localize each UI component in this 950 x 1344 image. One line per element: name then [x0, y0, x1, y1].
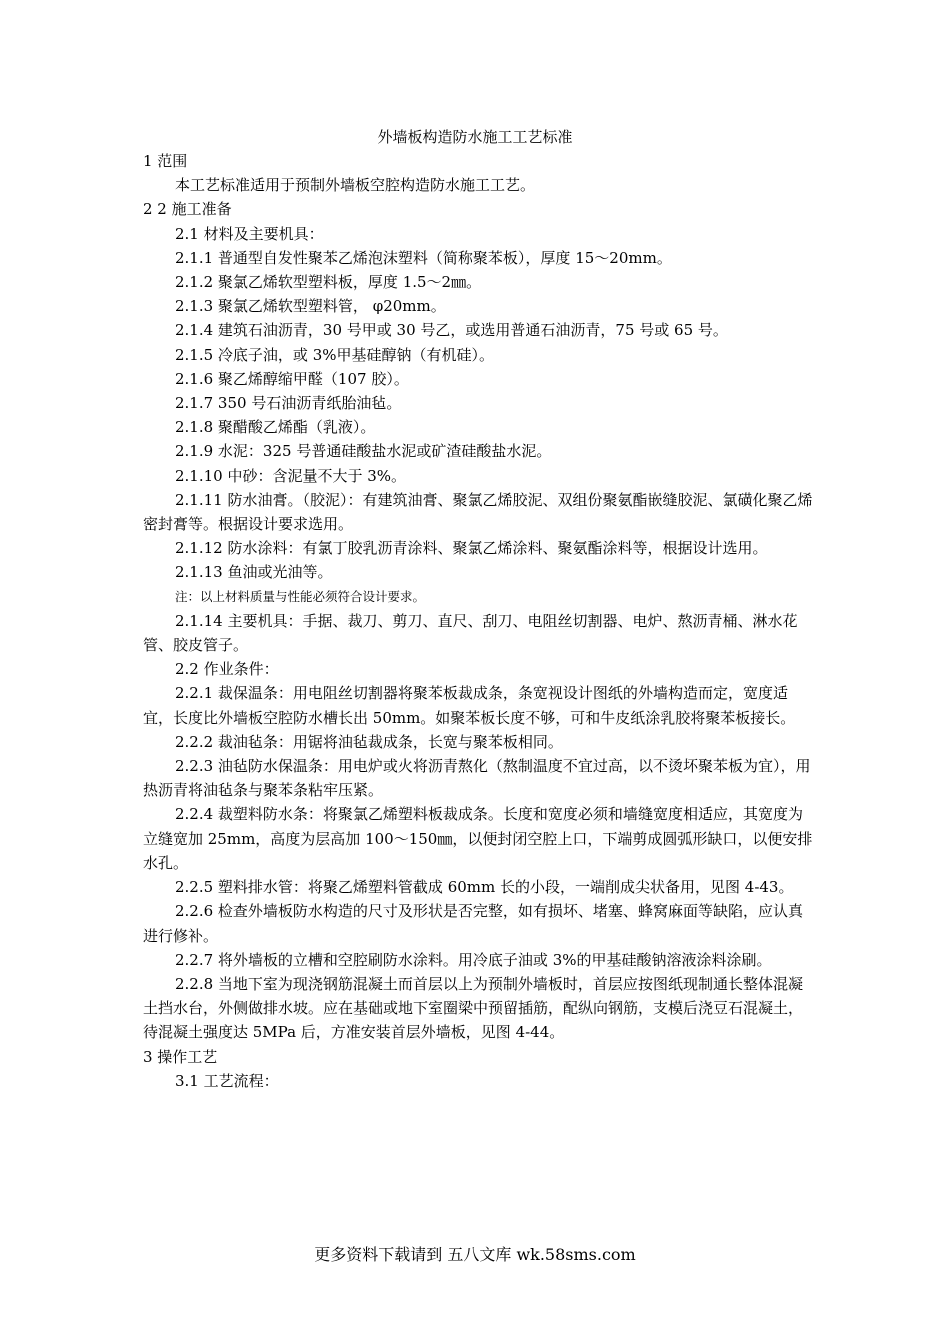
paragraph: 2 2 施工准备: [143, 200, 232, 219]
paragraph: 2.1.7 350 号石油沥青纸胎油毡。: [175, 394, 402, 413]
paragraph: 2.2.4 裁塑料防水条：将聚氯乙烯塑料板裁成条。长度和宽度必须和墙缝宽度相适应，其宽度为立缝宽加 25mm，高度为层高加 100～150㎜，以便封闭空腔上口，下端剪成圆弧形缺口，以便安排水孔。: [143, 805, 813, 872]
paragraph: 2.1.6 聚乙烯醇缩甲醛（107 胶）。: [175, 369, 409, 388]
paragraph: 2.1.14 主要机具：手据、裁刀、剪刀、直尺、刮刀、电阻丝切割器、电炉、熬沥青桶、淋水花管、胶皮管子。: [143, 611, 798, 655]
paragraph: 3 操作工艺: [143, 1047, 218, 1066]
document-body: [143, 149, 813, 1093]
paragraph: 2.2 作业条件：: [175, 660, 279, 679]
paragraph: 2.2.3 油毡防水保温条：用电炉或火将沥青熬化（熬制温度不宜过高，以不烫坏聚苯板为宜），用热沥青将油毡条与聚苯条粘牢压紧。: [143, 757, 811, 800]
paragraph: 2.2.5 塑料排水管：将聚乙烯塑料管截成 60mm 长的小段，一端削成尖状备用，见图 4-43。: [175, 878, 794, 897]
paragraph: 2.1.3 聚氯乙烯软型塑料管， φ20mm。: [175, 297, 446, 316]
paragraph: 2.1.9 水泥：325 号普通硅酸盐水泥或矿渣硅酸盐水泥。: [175, 442, 552, 461]
paragraph: 2.1.5 冷底子油，或 3%甲基硅醇钠（有机硅）。: [175, 345, 495, 364]
footer-text: 更多资料下载请到 五八文库 wk.58sms.com: [314, 1245, 636, 1264]
paragraph: 1 范围: [143, 152, 188, 170]
paragraph: 2.1.8 聚醋酸乙烯酯（乳液）。: [175, 418, 376, 437]
paragraph: 2.1.2 聚氯乙烯软型塑料板，厚度 1.5～2㎜。: [175, 273, 482, 292]
paragraph: 本工艺标准适用于预制外墙板空腔构造防水施工工艺。: [175, 176, 536, 195]
paragraph: 2.1.13 鱼油或光油等。: [175, 563, 333, 582]
paragraph: 2.2.1 裁保温条：用电阻丝切割器将聚苯板裁成条，条宽视设计图纸的外墙构造而定，宽度适宜，长度比外墙板空腔防水槽长出 50mm。如聚苯板长度不够，可和牛皮纸涂乳胶将聚苯板接长。: [143, 684, 796, 727]
paragraph: 2.1.4 建筑石油沥青，30 号甲或 30 号乙，或选用普通石油沥青，75 号或 65 号。: [175, 321, 728, 340]
paragraph: 2.2.7 将外墙板的立槽和空腔刷防水涂料。用冷底子油或 3%的甲基硅酸钠溶液涂料涂刷。: [175, 950, 772, 969]
paragraph: 2.1.1 普通型自发性聚苯乙烯泡沫塑料（简称聚苯板），厚度 15～20mm。: [175, 248, 672, 267]
document-title: 外墙板构造防水施工工艺标准: [377, 128, 573, 146]
paragraph: 2.1.11 防水油膏。（胶泥）：有建筑油膏、聚氯乙烯胶泥、双组份聚氨酯嵌缝胶泥、氯磺化聚乙烯密封膏等。根据设计要求选用。: [143, 490, 813, 534]
paragraph: 2.2.2 裁油毡条：用锯将油毡裁成条，长宽与聚苯板相同。: [175, 732, 563, 751]
note-paragraph: 注：以上材料质量与性能必须符合设计要求。: [175, 588, 426, 604]
paragraph: 3.1 工艺流程：: [175, 1071, 279, 1090]
paragraph: 2.1.10 中砂：含泥量不大于 3%。: [175, 466, 407, 485]
paragraph: 2.1 材料及主要机具：: [175, 224, 324, 243]
paragraph: 2.2.8 当地下室为现浇钢筋混凝土而首层以上为预制外墙板时，首层应按图纸现制通长整体混凝土挡水台，外侧做排水坡。应在基础或地下室圈梁中预留插筋，配纵向钢筋，支模后浇豆石混凝土，待混凝土强度达 5MPa 后，方准安装首层外墙板，见图 4-44。: [143, 974, 804, 1042]
paragraph: 2.2.6 检查外墙板防水构造的尺寸及形状是否完整，如有损坏、堵塞、蜂窝麻面等缺陷，应认真进行修补。: [143, 902, 803, 945]
paragraph: 2.1.12 防水涂料：有氯丁胶乳沥青涂料、聚氯乙烯涂料、聚氨酯涂料等，根据设计选用。: [175, 539, 768, 558]
